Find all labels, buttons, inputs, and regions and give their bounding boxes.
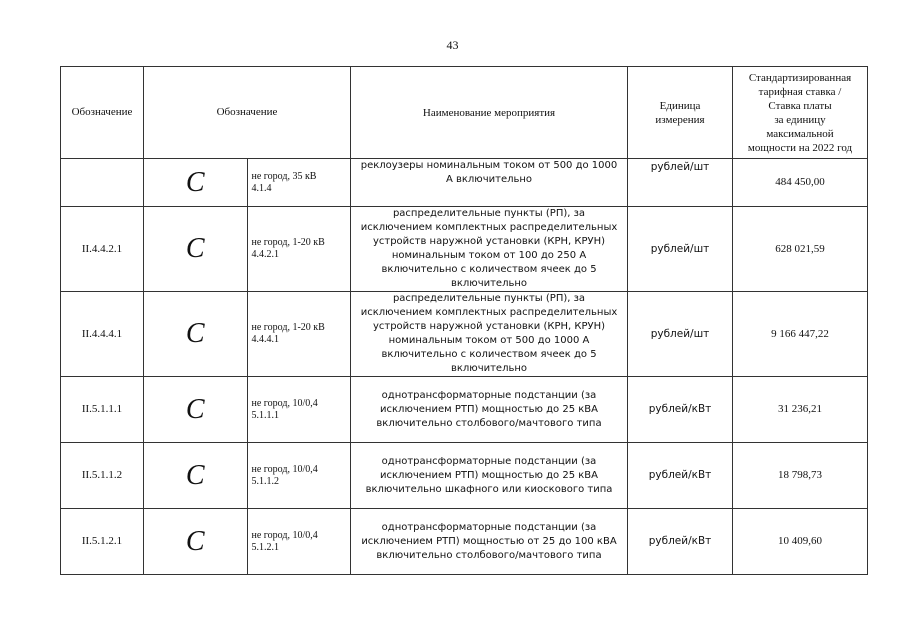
row-rate: 9 166 447,22 <box>733 292 868 377</box>
table-row <box>61 292 868 377</box>
row-rate: 18 798,73 <box>733 443 868 509</box>
header-designation-2: Обозначение <box>144 67 351 159</box>
symbol-letter: C <box>185 393 205 425</box>
table-row <box>61 509 868 575</box>
row-descriptor <box>247 207 351 292</box>
descriptor-line1: не город, 10/0,4 <box>251 529 318 541</box>
symbol-letter: C <box>185 233 205 264</box>
header-rate-line: за единицу <box>774 113 826 126</box>
row-unit: рублей/кВт <box>628 377 733 443</box>
table-row <box>61 377 868 443</box>
descriptor-line1: не город, 10/0,4 <box>251 463 318 475</box>
page-number: 43 <box>446 38 459 52</box>
header-rate-line: максимальной <box>766 127 834 140</box>
symbol-c <box>144 443 248 509</box>
descriptor-line1: не город, 10/0,4 <box>251 397 318 409</box>
row-name: однотрансформаторные подстанции (за исключением РТП) мощностью до 25 кВА включительно столбового/мачтового типа <box>351 377 628 443</box>
symbol-c <box>144 509 248 575</box>
descriptor-line1: не город, 1-20 кВ <box>251 237 325 248</box>
row-name: распределительные пункты (РП), за исключением комплектных распределительных устройств наружной установки (КРН, КРУН) номинальным током от 500 до 1000 А включительно с количеством ячеек до 5 включительно <box>351 292 628 377</box>
row-rate: 484 450,00 <box>733 159 868 207</box>
header-designation-1: Обозначение <box>61 67 144 159</box>
row-descriptor <box>247 377 351 443</box>
table-row <box>61 207 868 292</box>
symbol-c <box>144 377 248 443</box>
row-code: II.5.1.1.2 <box>61 443 144 509</box>
header-rate-line: Ставка платы <box>768 99 832 112</box>
row-name: реклоузеры номинальным током от 500 до 1000 А включительно <box>351 159 628 207</box>
symbol-c <box>144 159 248 207</box>
row-rate: 628 021,59 <box>733 207 868 292</box>
header-name: Наименование мероприятия <box>351 67 628 159</box>
header-rate-line: тарифная ставка / <box>758 85 842 98</box>
row-code: II.4.4.4.1 <box>61 292 144 377</box>
descriptor-line2: 4.4.4.1 <box>251 334 279 345</box>
header-unit-line2: измерения <box>655 113 705 126</box>
header-unit <box>628 67 733 159</box>
row-code: II.5.1.2.1 <box>61 509 144 575</box>
row-descriptor <box>247 292 351 377</box>
row-rate: 31 236,21 <box>733 377 868 443</box>
row-unit: рублей/кВт <box>628 443 733 509</box>
symbol-letter: C <box>185 459 205 491</box>
row-code: II.4.4.2.1 <box>61 207 144 292</box>
descriptor-line1: не город, 35 кВ <box>251 170 317 182</box>
header-rate-line: мощности на 2022 год <box>747 141 853 154</box>
row-code <box>61 159 144 207</box>
header-rate-line: Стандартизированная <box>748 71 852 84</box>
tariff-table <box>60 66 868 575</box>
descriptor-line2: 4.1.4 <box>251 182 272 194</box>
symbol-letter: C <box>185 166 205 198</box>
row-name: однотрансформаторные подстанции (за исключением РТП) мощностью до 25 кВА включительно шкафного или киоскового типа <box>351 443 628 509</box>
row-unit: рублей/шт <box>628 207 733 292</box>
header-row <box>61 67 868 159</box>
descriptor-line1: не город, 1-20 кВ <box>251 322 325 333</box>
descriptor-line2: 5.1.1.1 <box>251 409 279 421</box>
row-name: однотрансформаторные подстанции (за исключением РТП) мощностью от 25 до 100 кВА включительно столбового/мачтового типа <box>351 509 628 575</box>
symbol-letter: C <box>185 318 205 349</box>
row-descriptor <box>247 443 351 509</box>
descriptor-line2: 5.1.1.2 <box>251 475 279 487</box>
row-code: II.5.1.1.1 <box>61 377 144 443</box>
row-rate: 10 409,60 <box>733 509 868 575</box>
symbol-c <box>144 292 248 377</box>
symbol-c <box>144 207 248 292</box>
row-name: распределительные пункты (РП), за исключением комплектных распределительных устройств наружной установки (КРН, КРУН) номинальным током от 100 до 250 А включительно с количеством ячеек до 5 включительно <box>351 207 628 292</box>
row-unit: рублей/шт <box>628 159 733 207</box>
header-rate <box>733 67 868 159</box>
row-descriptor <box>247 159 351 207</box>
header-unit-line1: Единица <box>659 99 701 112</box>
row-unit: рублей/шт <box>628 292 733 377</box>
row-unit: рублей/кВт <box>628 509 733 575</box>
symbol-letter: C <box>185 525 205 557</box>
row-descriptor <box>247 509 351 575</box>
table-row <box>61 159 868 207</box>
descriptor-line2: 4.4.2.1 <box>251 249 279 260</box>
table-row <box>61 443 868 509</box>
descriptor-line2: 5.1.2.1 <box>251 541 279 553</box>
